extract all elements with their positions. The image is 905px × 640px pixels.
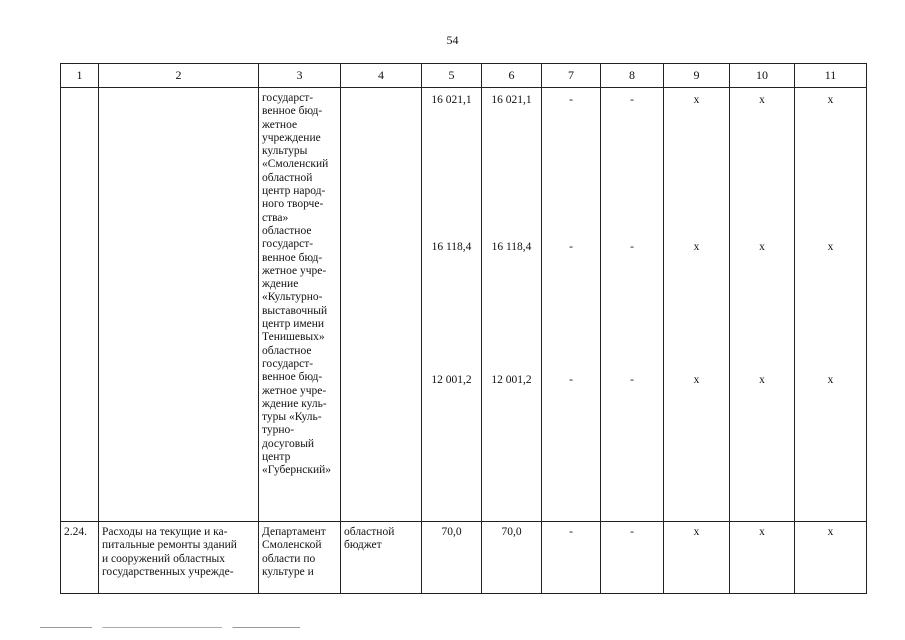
col6-cell (482, 88, 542, 522)
row-col8: - (601, 522, 664, 594)
col6-value-2: 16 118,4 (491, 241, 532, 253)
col7-value-3: - (569, 374, 573, 386)
executor-3: областное государст- венное бюд- жетное учре- ждение куль- туры «Куль- турно- досуговый центр «Губернский» (262, 344, 332, 477)
col11-value-3: х (827, 374, 834, 386)
column-number-row (61, 64, 867, 88)
col8-cell (601, 88, 664, 522)
column-header: 3 (259, 64, 341, 88)
col8-value-2: - (630, 241, 634, 253)
row-number-cell (61, 88, 99, 522)
col11-value-1: х (827, 94, 834, 106)
row-number: 2.24. (61, 522, 99, 594)
row-col5: 70,0 (422, 522, 482, 594)
executor-1: государст- венное бюд- жетное учреждение культуры «Смоленский областной центр народ- ного творче- ства» (262, 92, 329, 224)
page-number: 54 (446, 33, 459, 47)
col5-value-2: 16 118,4 (431, 241, 472, 253)
column-header: 5 (422, 64, 482, 88)
col11-cell (795, 88, 867, 522)
col10-value-3: х (759, 374, 765, 386)
row-col7: - (542, 522, 601, 594)
col9-cell (664, 88, 730, 522)
program-table (60, 63, 867, 594)
column-header: 1 (61, 64, 99, 88)
column-header: 11 (795, 64, 867, 88)
col6-value-3: 12 001,2 (491, 374, 532, 386)
col11-value-2: х (827, 241, 834, 253)
col6-value-1: 16 021,1 (491, 94, 532, 106)
row-executor-text: Департамент Смоленской области по культуре и (262, 526, 326, 578)
source-cell (341, 88, 422, 522)
column-header: 7 (542, 64, 601, 88)
row-source (341, 522, 422, 594)
column-header: 2 (99, 64, 259, 88)
col5-value-3: 12 001,2 (431, 374, 472, 386)
col9-value-2: х (693, 241, 700, 253)
col9-value-1: х (693, 94, 700, 106)
column-header: 9 (664, 64, 730, 88)
row-name-cell (99, 88, 259, 522)
row-name (99, 522, 259, 594)
executor-cell (259, 88, 341, 522)
col10-value-2: х (759, 241, 765, 253)
row-name-text: Расходы на текущие и ка- питальные ремонты зданий и сооружений областных государственных учрежде- (102, 526, 237, 578)
row-col10: х (730, 522, 795, 594)
row-col11: х (795, 522, 867, 594)
row-executor (259, 522, 341, 594)
col8-value-3: - (630, 374, 634, 386)
continued-row (61, 88, 867, 522)
row-col6: 70,0 (482, 522, 542, 594)
col7-value-1: - (569, 94, 573, 106)
executor-2: областное государст- венное бюд- жетное учре- ждение «Культурно- выставочный центр имени Тенишевых» (262, 224, 328, 344)
row-col9: х (664, 522, 730, 594)
row-source-text: областной бюджет (344, 526, 395, 552)
col10-value-1: х (759, 94, 765, 106)
col9-value-3: х (693, 374, 700, 386)
row-2-24 (61, 522, 867, 594)
col7-value-2: - (569, 241, 573, 253)
col5-cell (422, 88, 482, 522)
column-header: 8 (601, 64, 664, 88)
col10-cell (730, 88, 795, 522)
col8-value-1: - (630, 94, 634, 106)
column-header: 10 (730, 64, 795, 88)
column-header: 6 (482, 64, 542, 88)
scan-artifact-line (40, 627, 300, 628)
column-header: 4 (341, 64, 422, 88)
col7-cell (542, 88, 601, 522)
col5-value-1: 16 021,1 (431, 94, 472, 106)
